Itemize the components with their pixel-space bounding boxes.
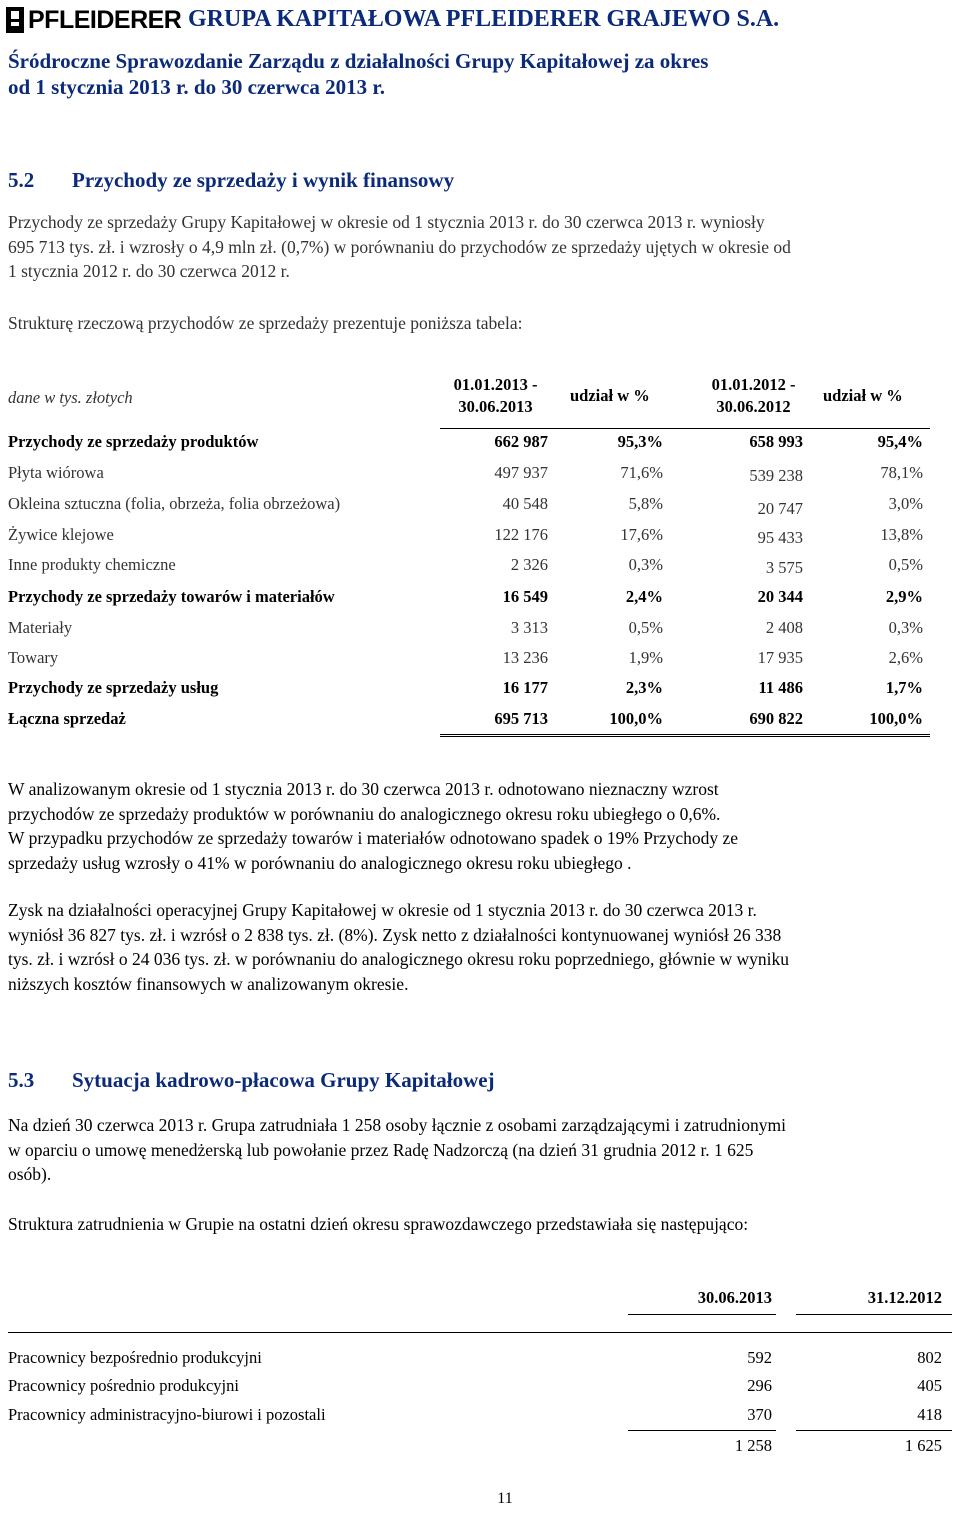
paragraph-line: przychodów ze sprzedaży produktów w porównaniu do analogicznego okresu roku ubiegłego o 0,6%. <box>8 803 721 824</box>
share-2012: 95,4% <box>877 432 923 451</box>
column-header-2013 <box>438 374 553 418</box>
header-divider <box>440 428 930 429</box>
paragraph-line: niższych kosztów finansowych w analizowanym okresie. <box>8 973 409 994</box>
column-header-line: 30.06.2013 <box>458 397 533 416</box>
row-label: Towary <box>8 648 59 667</box>
section-heading-5-3 <box>8 1068 495 1093</box>
employees-2012: 405 <box>917 1376 942 1395</box>
value-2013: 16 177 <box>502 678 548 697</box>
table-unit-label: dane w tys. złotych <box>8 388 133 407</box>
share-2013: 2,4% <box>625 587 663 606</box>
share-2012: 13,8% <box>880 525 923 544</box>
header-underline-2013 <box>628 1314 776 1315</box>
value-2012: 20 747 <box>757 499 803 518</box>
share-2013: 2,3% <box>625 678 663 697</box>
value-2013: 3 313 <box>510 618 548 637</box>
paragraph-line: 1 stycznia 2012 r. do 30 czerwca 2012 r. <box>8 261 290 281</box>
page-number: 11 <box>497 1490 513 1507</box>
table-row <box>8 648 928 676</box>
employee-category-label: Pracownicy pośrednio produkcyjni <box>8 1376 239 1395</box>
value-2012: 3 575 <box>765 558 803 577</box>
report-title-line: Śródroczne Sprawozdanie Zarządu z działalności Grupy Kapitałowej za okres <box>8 49 709 73</box>
value-2013: 497 937 <box>494 463 548 482</box>
table-row <box>8 587 928 615</box>
column-header-line: 01.01.2013 - <box>453 375 538 394</box>
total-top-rule <box>440 734 930 735</box>
value-2013: 16 549 <box>502 587 548 606</box>
share-2013: 95,3% <box>617 432 663 451</box>
share-2013: 71,6% <box>620 463 663 482</box>
section-title: Przychody ze sprzedaży i wynik finansowy <box>72 168 455 192</box>
value-2012: 2 408 <box>765 618 803 637</box>
total-employees-2013: 1 258 <box>734 1436 772 1455</box>
share-2012: 0,3% <box>888 618 923 637</box>
share-2012: 1,7% <box>885 678 923 697</box>
column-header-line: 01.01.2012 - <box>711 375 796 394</box>
section-number: 5.2 <box>8 168 35 192</box>
value-2013: 122 176 <box>494 525 548 544</box>
paragraph-line: Przychody ze sprzedaży Grupy Kapitałowej w okresie od 1 stycznia 2013 r. do 30 czerwca 2013 r. wyniosły <box>8 212 765 232</box>
value-2013: 662 987 <box>494 432 548 451</box>
share-2013: 17,6% <box>620 525 663 544</box>
paragraph-line: w oparciu o umowę menedżerską lub powołanie przez Radę Nadzorczą (na dzień 31 grudnia 2012 r. 1 625 <box>8 1139 754 1160</box>
table-row <box>8 525 928 553</box>
paragraph-line: Zysk na działalności operacyjnej Grupy Kapitałowej w okresie od 1 stycznia 2013 r. do 30 czerwca 2013 r. <box>8 900 757 920</box>
paragraph-line: sprzedaży usług wzrosły o 41% w porównaniu do analogicznego okresu roku ubiegłego . <box>8 852 632 873</box>
logo-text: PFLEIDERER <box>28 5 182 34</box>
share-2012: 100,0% <box>869 709 923 728</box>
employee-category-label: Pracownicy bezpośrednio produkcyjni <box>8 1348 262 1367</box>
table-row <box>8 618 928 646</box>
table-row <box>8 678 928 706</box>
revenue-intro-paragraph <box>8 210 954 284</box>
value-2012: 539 238 <box>749 466 803 485</box>
header-underline-2012 <box>796 1314 952 1315</box>
value-2013: 2 326 <box>510 555 548 574</box>
share-2013: 1,9% <box>628 648 663 667</box>
row-label: Łączna sprzedaż <box>8 709 126 728</box>
paragraph-line: tys. zł. i wzrósł o 24 036 tys. zł. w porównaniu do analogicznego okresu roku poprzedniego, głównie w wyniku <box>8 949 790 969</box>
share-2013: 0,3% <box>628 555 663 574</box>
employees-2013: 296 <box>747 1376 772 1395</box>
table-row <box>8 432 928 460</box>
value-2013: 695 713 <box>494 709 548 728</box>
paragraph-line: W analizowanym okresie od 1 stycznia 2013 r. do 30 czerwca 2013 r. odnotowano nieznaczny wzrost <box>8 779 719 799</box>
value-2013: 13 236 <box>502 648 548 667</box>
row-label: Przychody ze sprzedaży produktów <box>8 432 259 451</box>
section-number: 5.3 <box>8 1068 35 1092</box>
employment-table-intro: Struktura zatrudnienia w Grupie na ostatni dzień okresu sprawozdawczego przedstawiała się następująco: <box>8 1214 749 1234</box>
value-2012: 95 433 <box>757 528 803 547</box>
value-2012: 20 344 <box>757 587 803 606</box>
value-2012: 17 935 <box>757 648 803 667</box>
share-2013: 100,0% <box>609 709 663 728</box>
section-title: Sytuacja kadrowo-płacowa Grupy Kapitałowej <box>72 1068 495 1092</box>
sum-rule-2012 <box>796 1430 952 1431</box>
value-2012: 11 486 <box>758 678 803 697</box>
company-name: GRUPA KAPITAŁOWA PFLEIDERER GRAJEWO S.A. <box>188 6 780 32</box>
paragraph-line: Na dzień 30 czerwca 2013 r. Grupa zatrudniała 1 258 osoby łącznie z osobami zarządzającymi i zatrudnionymi <box>8 1115 786 1135</box>
row-label: Materiały <box>8 618 73 637</box>
row-label: Płyta wiórowa <box>8 463 104 482</box>
header-divider <box>8 1332 952 1333</box>
column-header-30-06-2013: 30.06.2013 <box>697 1288 772 1307</box>
share-2012: 2,6% <box>888 648 923 667</box>
report-title <box>8 48 708 100</box>
report-title-line: od 1 stycznia 2013 r. do 30 czerwca 2013 r. <box>8 75 385 99</box>
row-label: Okleina sztuczna (folia, obrzeża, folia obrzeżowa) <box>8 494 341 513</box>
section-heading-5-2 <box>8 168 454 193</box>
column-header-share-2012: udział w % <box>823 386 903 405</box>
share-2012: 0,5% <box>888 555 923 574</box>
sum-rule-2013 <box>628 1430 776 1431</box>
table-row <box>8 555 928 583</box>
column-header-line: 30.06.2012 <box>716 397 791 416</box>
value-2013: 40 548 <box>502 494 548 513</box>
paragraph-line: osób). <box>8 1164 52 1184</box>
total-employees-2012: 1 625 <box>904 1436 942 1455</box>
table-row <box>8 494 928 522</box>
table-intro-paragraph: Strukturę rzeczową przychodów ze sprzedaży prezentuje poniższa tabela: <box>8 313 523 333</box>
row-label: Przychody ze sprzedaży usług <box>8 678 219 697</box>
employee-category-label: Pracownicy administracyjno-biurowi i pozostali <box>8 1405 326 1424</box>
pfleiderer-logo-icon <box>6 7 24 33</box>
paragraph-line: wyniósł 36 827 tys. zł. i wzrósł o 2 838 tys. zł. (8%). Zysk netto z działalności kontynuowanej wyniósł 26 338 <box>8 924 782 945</box>
row-label: Przychody ze sprzedaży towarów i materiałów <box>8 587 335 606</box>
revenue-analysis-paragraph <box>8 777 958 875</box>
share-2012: 78,1% <box>880 463 923 482</box>
value-2012: 690 822 <box>749 709 803 728</box>
employees-2013: 370 <box>747 1405 772 1424</box>
paragraph-line: 695 713 tys. zł. i wzrosły o 4,9 mln zł. (0,7%) w porównaniu do przychodów ze sprzedaży ujętych w okresie od <box>8 236 791 257</box>
column-header-share-2013: udział w % <box>570 386 650 405</box>
row-label: Inne produkty chemiczne <box>8 555 176 574</box>
table-row <box>8 463 928 491</box>
share-2013: 5,8% <box>628 494 663 513</box>
pfleiderer-logo <box>6 6 181 34</box>
paragraph-line: W przypadku przychodów ze sprzedaży towarów i materiałów odnotowano spadek o 19% Przychody ze <box>8 828 739 848</box>
share-2012: 3,0% <box>888 494 923 513</box>
value-2012: 658 993 <box>749 432 803 451</box>
table-row <box>8 709 928 737</box>
total-top-rule-double <box>440 736 930 737</box>
employees-2012: 418 <box>917 1405 942 1424</box>
share-2012: 2,9% <box>885 587 923 606</box>
employees-2012: 802 <box>917 1348 942 1367</box>
employment-paragraph <box>8 1113 958 1187</box>
column-header-31-12-2012: 31.12.2012 <box>867 1288 942 1307</box>
operating-profit-paragraph <box>8 898 958 996</box>
share-2013: 0,5% <box>628 618 663 637</box>
row-label: Żywice klejowe <box>8 525 114 544</box>
employees-2013: 592 <box>747 1348 772 1367</box>
column-header-2012 <box>696 374 811 418</box>
